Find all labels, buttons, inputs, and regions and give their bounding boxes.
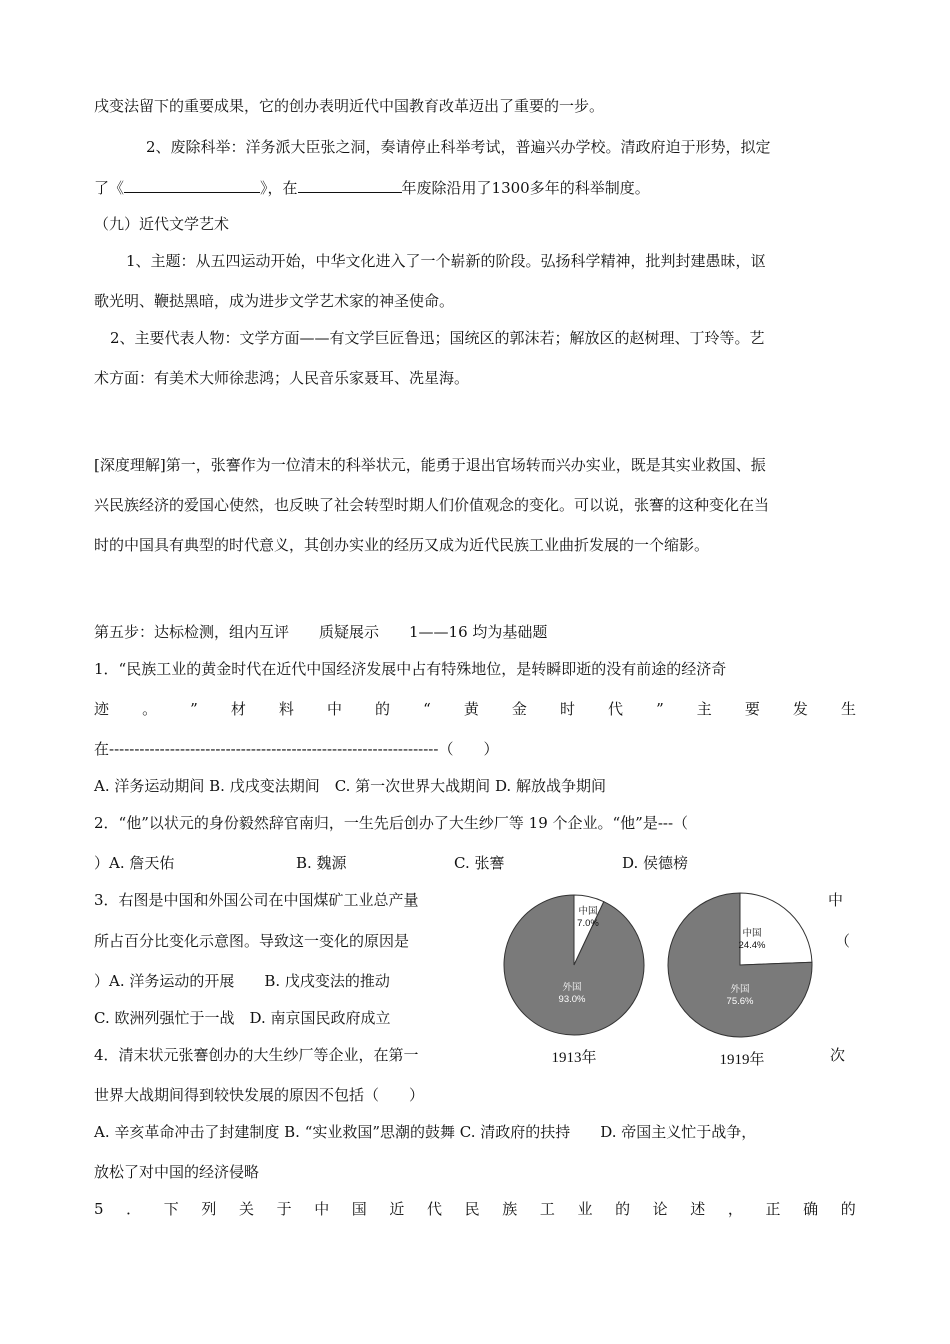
char: 代 — [427, 1200, 443, 1218]
char: 的 — [375, 700, 391, 718]
pie-value-label: 75.6% — [726, 996, 754, 1007]
text-line: 歌光明、鞭挞黑暗，成为进步文学艺术家的神圣使命。 — [94, 292, 455, 310]
option-d: D. 侯德榜 — [622, 854, 689, 872]
question-3-options-1: ）A. 洋务运动的开展 B. 戊戌变法的推动 — [94, 972, 390, 990]
char: ， — [727, 1200, 743, 1218]
char: 黄 — [463, 700, 479, 718]
question-4-line-4: 放松了对中国的经济侵略 — [94, 1163, 260, 1181]
char: 下 — [163, 1200, 179, 1218]
char: 民 — [464, 1200, 480, 1218]
char: 述 — [690, 1200, 706, 1218]
pie-category-label: 中国 — [742, 928, 762, 939]
text-fragment: 》，在 — [260, 179, 298, 197]
char: 料 — [278, 700, 294, 718]
question-4: 4．清末状元张謇创办的大生纱厂等企业，在第一 — [94, 1046, 419, 1064]
char: 正 — [765, 1200, 781, 1218]
char: 时 — [559, 700, 575, 718]
question-4-options: A. 辛亥革命冲击了封建制度 B. “实业救国”思潮的鼓舞 C. 清政府的扶持 D. 帝国主义忙于战争， — [94, 1123, 757, 1141]
char: 确 — [803, 1200, 819, 1218]
char: “ — [423, 700, 431, 718]
text-fragment: 年废除沿用了1300多年的科举制度。 — [401, 179, 650, 197]
text-line: 术方面：有美术大师徐悲鸿；人民音乐家聂耳、冼星海。 — [94, 369, 470, 387]
char: 关 — [238, 1200, 254, 1218]
question-3-line-2: 所占百分比变化示意图。导致这一变化的原因是 — [94, 932, 410, 950]
step-heading: 第五步：达标检测，组内互评 质疑展示 1——16 均为基础题 — [94, 623, 548, 641]
text-line: 2、废除科举：洋务派大臣张之洞，奏请停止科举考试，普遍兴办学校。清政府迫于形势，拟定 — [146, 138, 771, 156]
char: 族 — [502, 1200, 518, 1218]
option-a: ）A. 詹天佑 — [94, 854, 175, 872]
question-1-options: A. 洋务运动期间 B. 戊戌变法期间 C. 第一次世界大战期间 D. 解放战争期间 — [94, 777, 606, 795]
char: 迹 — [94, 700, 110, 718]
pie-category-label: 外国 — [562, 982, 582, 993]
char: ” — [190, 700, 198, 718]
pie-category-label: 外国 — [730, 984, 750, 995]
question-3: 3．右图是中国和外国公司在中国煤矿工业总产量 — [94, 891, 419, 909]
char: 要 — [744, 700, 760, 718]
char: 的 — [840, 1200, 856, 1218]
char: 生 — [840, 700, 856, 718]
char: 工 — [539, 1200, 555, 1218]
text-line: 1、主题：从五四运动开始，中华文化进入了一个崭新的阶段。弘扬科学精神，批判封建愚昧，讴 — [126, 252, 766, 270]
pie-chart-1913 — [500, 890, 650, 1075]
char: 近 — [389, 1200, 405, 1218]
fill-blank-line — [94, 177, 650, 198]
char: 中 — [314, 1200, 330, 1218]
char: 代 — [608, 700, 624, 718]
pie-chart-1919 — [660, 888, 820, 1073]
char: ． — [126, 1200, 142, 1218]
char: 于 — [276, 1200, 292, 1218]
char: 材 — [230, 700, 246, 718]
question-1-line-2 — [94, 699, 856, 719]
blank-treaty-name[interactable] — [124, 177, 260, 193]
char: ” — [656, 700, 664, 718]
text-line: [深度理解]第一，张謇作为一位清末的科举状元，能勇于退出官场转而兴办实业，既是其实业救国、振 — [94, 456, 766, 474]
question-1: 1．“民族工业的黄金时代在近代中国经济发展中占有特殊地位，是转瞬即逝的没有前途的经济奇 — [94, 660, 727, 678]
question-1-line-3: 在-----------------------------------------------------------------（ ） — [94, 740, 499, 758]
blank-year[interactable] — [298, 177, 402, 193]
text-fragment: 中 — [828, 891, 844, 909]
question-2: 2．“他”以状元的身份毅然辞官南归，一生先后创办了大生纱厂等 19 个企业。“他”是---（ — [94, 814, 689, 832]
question-5 — [94, 1199, 856, 1219]
char: 列 — [201, 1200, 217, 1218]
char: 的 — [615, 1200, 631, 1218]
text-line: 兴民族经济的爱国心使然，也反映了社会转型时期人们价值观念的变化。可以说，张謇的这种变化在当 — [94, 496, 770, 514]
text-fragment: 次 — [830, 1046, 846, 1064]
pie-slice-外国 — [504, 895, 644, 1035]
section-heading: （九）近代文学艺术 — [94, 215, 230, 233]
text-fragment: 了《 — [94, 179, 125, 197]
text-line: 时的中国具有典型的时代意义，其创办实业的经历又成为近代民族工业曲折发展的一个缩影。 — [94, 536, 710, 554]
char: 5 — [94, 1200, 104, 1218]
char: 主 — [696, 700, 712, 718]
pie-value-label: 24.4% — [738, 940, 766, 951]
question-3-options-2: C. 欧洲列强忙于一战 D. 南京国民政府成立 — [94, 1009, 391, 1027]
char: 业 — [577, 1200, 593, 1218]
char: 发 — [792, 700, 808, 718]
text-line: 2、主要代表人物：文学方面——有文学巨匠鲁迅；国统区的郭沫若；解放区的赵树理、丁玲等。艺 — [110, 329, 765, 347]
char: 国 — [351, 1200, 367, 1218]
text-fragment: （ — [835, 932, 851, 950]
pie-value-label: 93.0% — [558, 994, 586, 1005]
pie-category-label: 中国 — [578, 906, 598, 917]
pie-year-title: 1919年 — [719, 1052, 765, 1068]
char: 论 — [652, 1200, 668, 1218]
char: 金 — [511, 700, 527, 718]
pie-value-label: 7.0% — [577, 918, 599, 929]
question-4-line-2: 世界大战期间得到较快发展的原因不包括（ ） — [94, 1086, 425, 1104]
option-b: B. 魏源 — [296, 854, 347, 872]
text-line: 戌变法留下的重要成果，它的创办表明近代中国教育改革迈出了重要的一步。 — [94, 97, 605, 115]
pie-year-title: 1913年 — [551, 1050, 597, 1066]
char: 。 — [142, 700, 158, 718]
option-c: C. 张謇 — [454, 854, 505, 872]
char: 中 — [326, 700, 342, 718]
